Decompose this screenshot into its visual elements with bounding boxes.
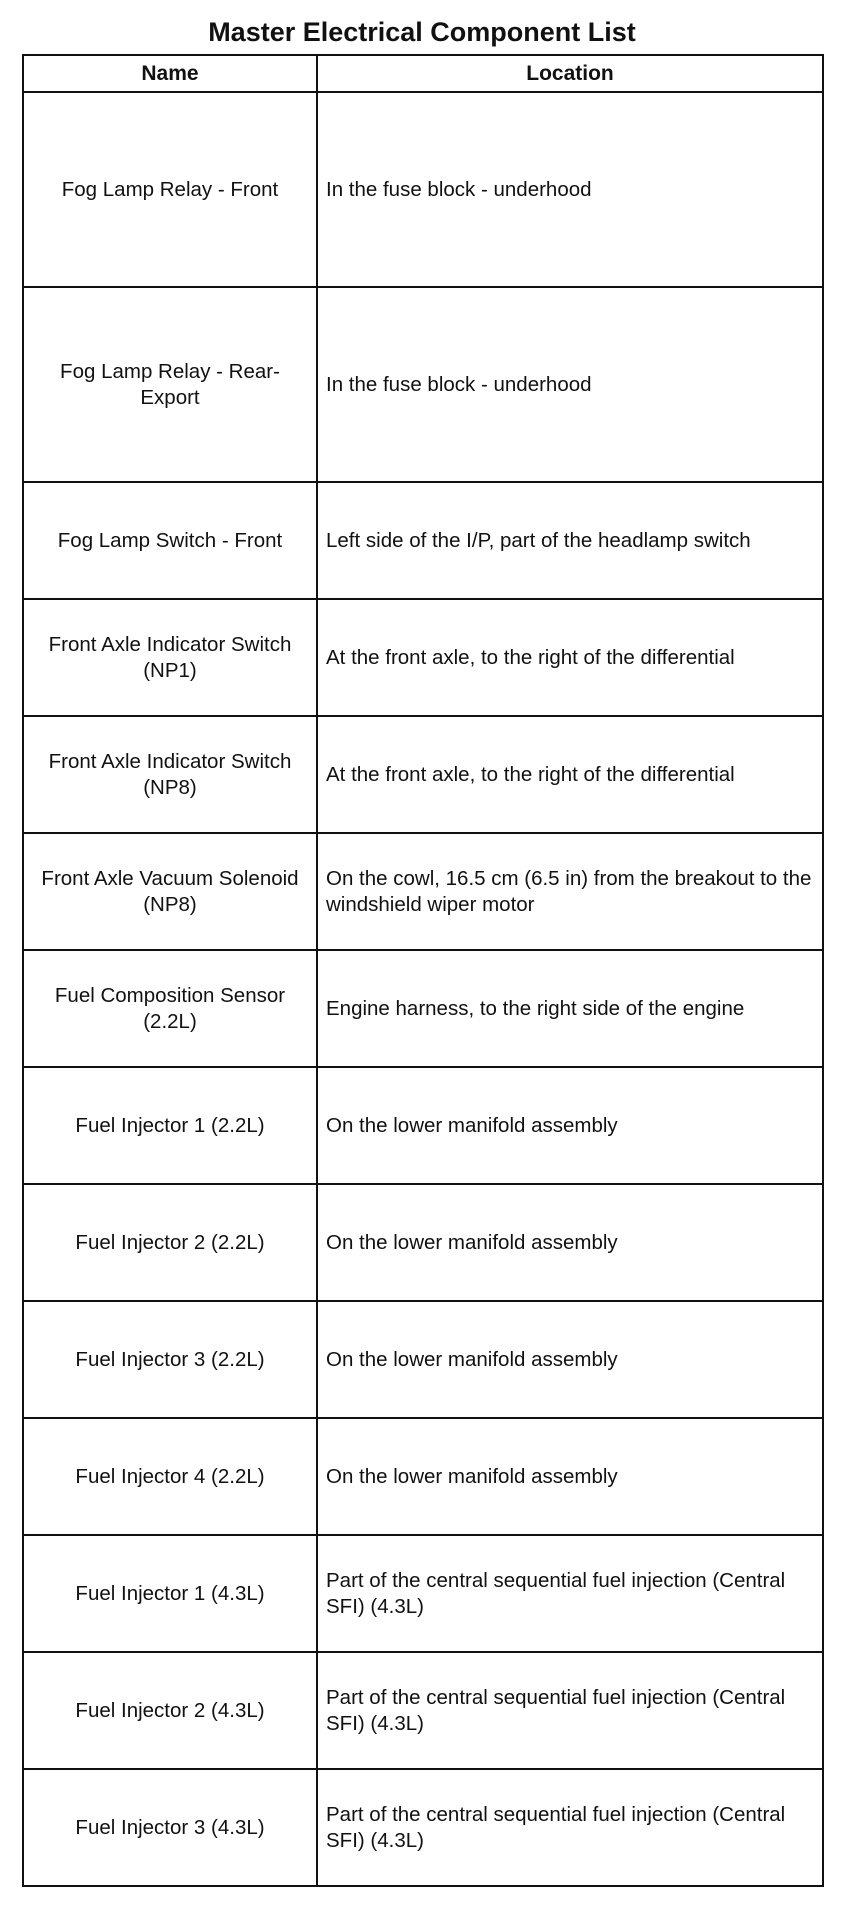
- component-name: Fuel Injector 3 (2.2L): [23, 1301, 317, 1418]
- table-row: [23, 1418, 823, 1535]
- component-location: Part of the central sequential fuel injection (Central SFI) (4.3L): [317, 1535, 823, 1652]
- component-location: Left side of the I/P, part of the headlamp switch: [317, 482, 823, 599]
- table-row: [23, 1301, 823, 1418]
- component-name: Fuel Injector 1 (4.3L): [23, 1535, 317, 1652]
- table-row: [23, 950, 823, 1067]
- component-location: In the fuse block - underhood: [317, 287, 823, 482]
- component-location: On the lower manifold assembly: [317, 1418, 823, 1535]
- component-location: At the front axle, to the right of the differential: [317, 599, 823, 716]
- table-row: [23, 599, 823, 716]
- component-location: On the lower manifold assembly: [317, 1301, 823, 1418]
- component-location: On the lower manifold assembly: [317, 1067, 823, 1184]
- table-row: [23, 716, 823, 833]
- component-name: Front Axle Indicator Switch (NP1): [23, 599, 317, 716]
- component-name: Front Axle Vacuum Solenoid (NP8): [23, 833, 317, 950]
- column-header-name: Name: [23, 55, 317, 92]
- component-name: Fuel Injector 2 (2.2L): [23, 1184, 317, 1301]
- page-title: Master Electrical Component List: [208, 17, 636, 47]
- table-row: [23, 92, 823, 287]
- component-name: Fuel Injector 2 (4.3L): [23, 1652, 317, 1769]
- component-location: On the cowl, 16.5 cm (6.5 in) from the breakout to the windshield wiper motor: [317, 833, 823, 950]
- column-header-location: Location: [317, 55, 823, 92]
- component-location: Engine harness, to the right side of the engine: [317, 950, 823, 1067]
- component-name: Fuel Injector 1 (2.2L): [23, 1067, 317, 1184]
- component-table: [22, 54, 824, 1887]
- component-location: On the lower manifold assembly: [317, 1184, 823, 1301]
- table-row: [23, 833, 823, 950]
- component-name: Fog Lamp Switch - Front: [23, 482, 317, 599]
- component-location: Part of the central sequential fuel injection (Central SFI) (4.3L): [317, 1652, 823, 1769]
- component-location: In the fuse block - underhood: [317, 92, 823, 287]
- table-row: [23, 1067, 823, 1184]
- table-row: [23, 482, 823, 599]
- table-row: [23, 287, 823, 482]
- component-location: At the front axle, to the right of the differential: [317, 716, 823, 833]
- component-name: Fuel Injector 3 (4.3L): [23, 1769, 317, 1886]
- table-row: [23, 1535, 823, 1652]
- component-name: Fog Lamp Relay - Front: [23, 92, 317, 287]
- table-row: [23, 1652, 823, 1769]
- component-name: Fuel Composition Sensor (2.2L): [23, 950, 317, 1067]
- component-name: Front Axle Indicator Switch (NP8): [23, 716, 317, 833]
- table-row: [23, 1769, 823, 1886]
- table-row: [23, 1184, 823, 1301]
- component-location: Part of the central sequential fuel injection (Central SFI) (4.3L): [317, 1769, 823, 1886]
- component-name: Fuel Injector 4 (2.2L): [23, 1418, 317, 1535]
- component-name: Fog Lamp Relay - Rear-Export: [23, 287, 317, 482]
- table-header-row: [23, 55, 823, 92]
